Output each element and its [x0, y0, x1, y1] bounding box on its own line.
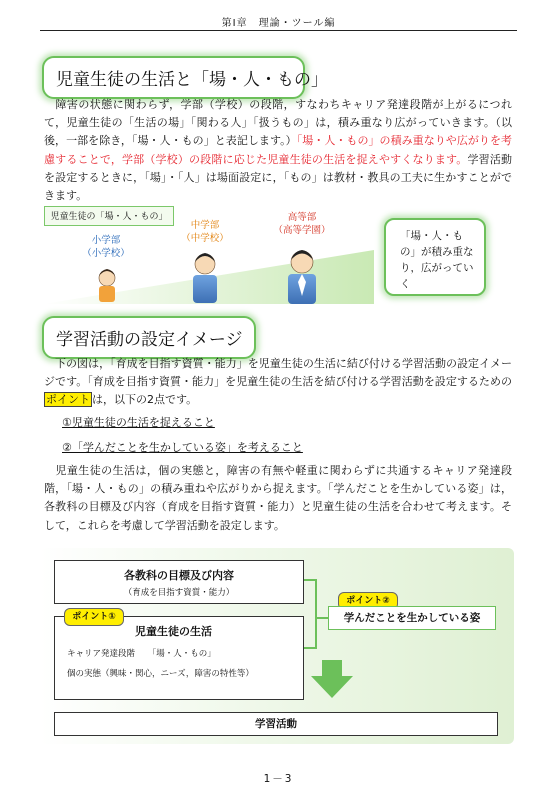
- grade-junior-school: （中学校）: [181, 233, 229, 244]
- grade-high-name: 高等部: [287, 212, 317, 223]
- diagram-background: [40, 548, 514, 744]
- high-school-student-illustration: [288, 250, 316, 304]
- section2-title: 学習活動の設定イメージ: [42, 316, 256, 359]
- section1-text-b: 学習活動を設定するときに，「場」・「人」は場面設定に，「もの」は教材・教具の工夫に生かすことができます。: [44, 152, 513, 203]
- goals-subtitle: （育成を目指す資質・能力）: [123, 588, 235, 598]
- grade-elementary-name: 小学部: [91, 235, 121, 246]
- down-arrow-icon: [311, 660, 353, 698]
- section2-paragraph1: [44, 355, 512, 410]
- section1-title: 児童生徒の生活と「場・人・もの」: [42, 56, 305, 99]
- grade-junior-name: 中学部: [190, 220, 220, 231]
- chapter-header: 第Ⅰ章 理論・ツール編: [221, 18, 336, 29]
- point-item-2: ②「学んだことを生かしている姿」を考えること: [62, 441, 303, 454]
- grade-high: [267, 211, 337, 237]
- section2-paragraph2: 児童生徒の生活は，個の実態と，障害の有無や軽重に関わらずに共通するキャリア発達段階，「場・人・もの」の積み重ねや広がりから捉えます。「学んだことを生かしている姿」は，各教科の目標及び内容（育成を目指す資質・能力）と児童生徒の生活を合わせて考えます。そして，これらを考慮して学習活動を設定します。: [44, 464, 512, 532]
- goals-title: 各教科の目標及び内容: [124, 569, 234, 582]
- page-number: 1－3: [263, 773, 294, 785]
- section1-paragraph: [44, 96, 512, 205]
- point-item-1: ①児童生徒の生活を捉えること: [62, 416, 215, 429]
- connector-goals: [304, 580, 328, 618]
- accumulation-note: 「場・人・もの」が積み重なり，広がっていく: [384, 218, 486, 296]
- section1-text-red: 「場・人・もの」の積み重なりや広がりを考慮することで，学部（学校）の段階に応じた児童生徒の生活を捉えやすくなります。: [44, 134, 513, 166]
- growth-figure: [44, 206, 514, 306]
- section1-text-a: 障害の状態に関わらず，学部（学校）の段階，すなわちキャリア発達段階が上がるにつれて，児童生徒の「生活の場」「関わる人」「扱うもの」は，積み重なり広がっていきます。（以後，一部を除き，「場・人・もの」と表記します。）: [44, 98, 512, 148]
- point-highlight: ポイント: [46, 393, 90, 407]
- grade-high-school: （高等学園）: [273, 225, 331, 236]
- grade-junior: [175, 219, 235, 245]
- life-title: 児童生徒の生活: [135, 625, 212, 638]
- junior-high-student-illustration: [193, 253, 217, 303]
- life-line1: キャリア発達段階 「場・人・もの」: [67, 649, 216, 659]
- grade-elementary: [76, 234, 136, 260]
- life-line2: 個の実態（興味・関心，ニーズ，障害の特性等）: [67, 669, 254, 679]
- point1-badge: ポイント①: [64, 608, 124, 626]
- learning-activity-box: 学習活動: [54, 712, 498, 736]
- header-rule: [40, 30, 517, 31]
- figure-tag: 児童生徒の「場・人・もの」: [44, 206, 174, 226]
- applied-learning-box: 学んだことを生かしている姿: [328, 606, 496, 630]
- section2-text-a: 下の図は，「育成を目指す資質・能力」を児童生徒の生活に結び付ける学習活動の設定イメージです。「育成を目指す資質・能力」を児童生徒の生活を結び付ける学習活動を設定するための: [44, 357, 512, 389]
- point2-badge: ポイント②: [338, 592, 398, 610]
- elementary-student-illustration: [99, 269, 115, 302]
- connector-life: [304, 618, 316, 648]
- section2-text-b: は，以下の2点です。: [92, 393, 198, 407]
- grade-elementary-school: （小学校）: [82, 248, 130, 259]
